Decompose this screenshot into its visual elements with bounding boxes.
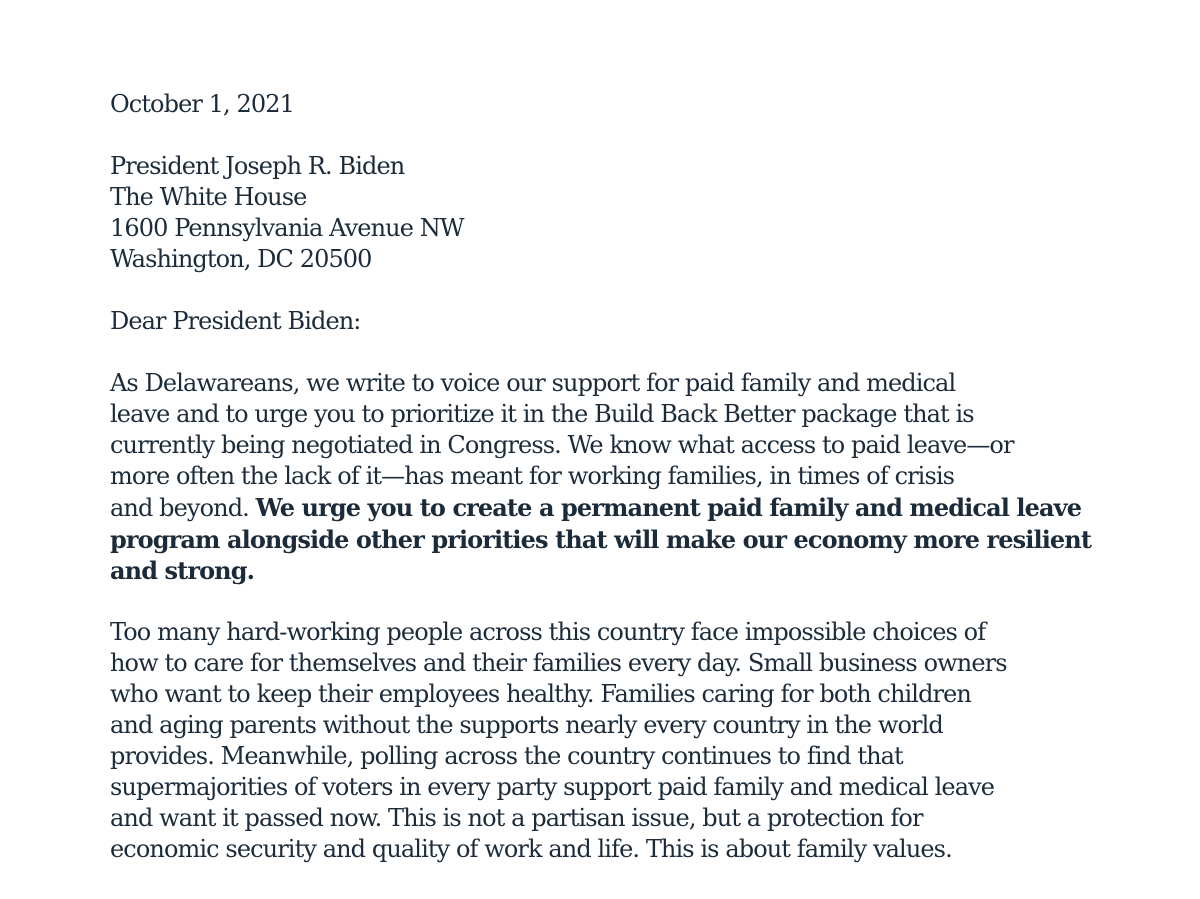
- paragraph-1: [110, 368, 1100, 586]
- paragraph-2-line: who want to keep their employees healthy. Families caring for both children: [110, 680, 971, 708]
- recipient-organization: The White House: [110, 183, 307, 211]
- paragraph-1-bold-line: program alongside other priorities that will make our economy more resilient: [110, 525, 1092, 554]
- recipient-name: President Joseph R. Biden: [110, 152, 405, 180]
- paragraph-1-bold-text: We urge you to create a permanent paid family and medical leave: [255, 493, 1082, 522]
- paragraph-1-bold-line: and strong.: [110, 556, 255, 585]
- paragraph-2-line: how to care for themselves and their families every day. Small business owners: [110, 649, 1007, 677]
- paragraph-2-line: provides. Meanwhile, polling across the country continues to find that: [110, 742, 903, 770]
- letter-body: [110, 89, 1100, 865]
- paragraph-2-line: economic security and quality of work and life. This is about family values.: [110, 835, 952, 863]
- paragraph-1-line: more often the lack of it—has meant for working families, in times of crisis: [110, 462, 955, 490]
- salutation: Dear President Biden:: [110, 307, 361, 335]
- paragraph-2-line: Too many hard-working people across this country face impossible choices of: [110, 618, 986, 646]
- paragraph-2-line: and aging parents without the supports nearly every country in the world: [110, 711, 943, 739]
- recipient-address: [110, 151, 1100, 275]
- paragraph-1-line: currently being negotiated in Congress. We know what access to paid leave—or: [110, 431, 1014, 459]
- paragraph-2-line: supermajorities of voters in every party support paid family and medical leave: [110, 773, 995, 801]
- paragraph-1-plain-text: and beyond.: [110, 494, 256, 522]
- paragraph-1-line: As Delawareans, we write to voice our support for paid family and medical: [110, 369, 956, 397]
- recipient-street: 1600 Pennsylvania Avenue NW: [110, 214, 464, 242]
- recipient-city: Washington, DC 20500: [110, 245, 372, 273]
- paragraph-2-line: and want it passed now. This is not a partisan issue, but a protection for: [110, 804, 923, 832]
- paragraph-1-line: leave and to urge you to prioritize it in the Build Back Better package that is: [110, 400, 974, 428]
- paragraph-1-line-mixed: [110, 492, 1100, 524]
- paragraph-2: [110, 617, 1100, 865]
- letter-date: October 1, 2021: [110, 90, 294, 118]
